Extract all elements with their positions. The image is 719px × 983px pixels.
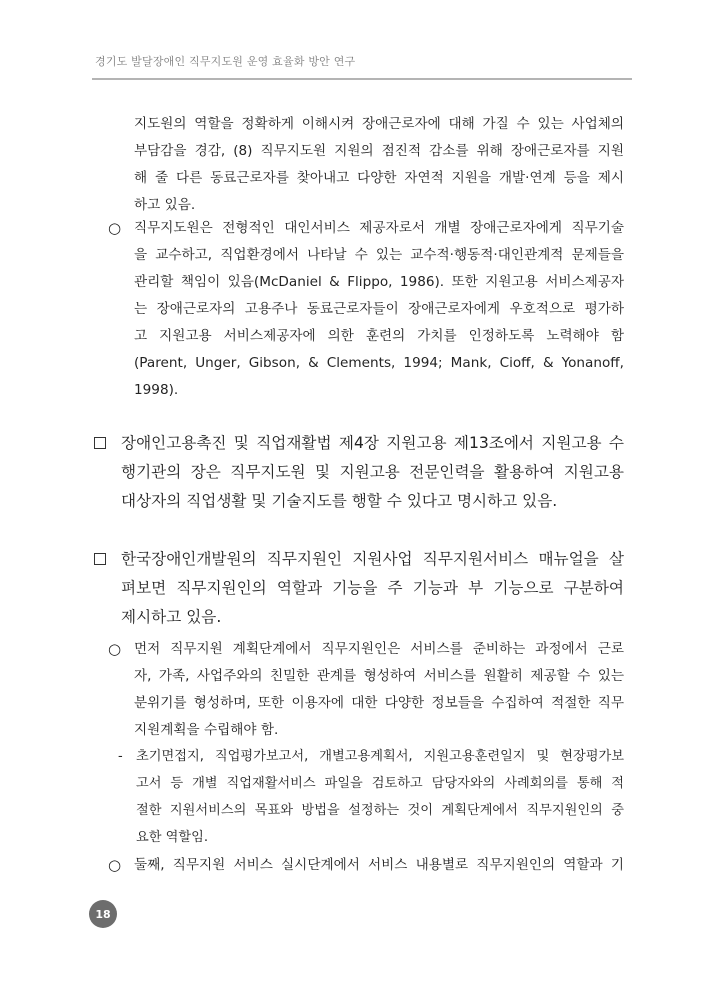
text-line: 하고 있음. [134,197,196,213]
text-line: 부담감을 경감, (8) 직무지도원 지원의 점진적 감소를 위해 장애근로자를 지원 [134,143,624,159]
text-line: 절한 지원서비스의 목표와 방법을 설정하는 것이 계획단계에서 직무지원인의 중 [136,803,624,818]
running-header: 경기도 발달장애인 직무지도원 운영 효율화 방안 연구 [95,55,356,68]
text-line: 먼저 직무지원 계획단계에서 직무지원인은 서비스를 준비하는 과정에서 근로 [134,641,624,657]
text-line: 초기면접지, 직업평가보고서, 개별고용계획서, 지원고용훈련일지 및 현장평가보 [136,749,624,764]
text-line: 요한 역할임. [136,830,209,845]
text-line: 지원계획을 수립해야 함. [134,722,279,738]
text-line: 제시하고 있음. [121,608,222,626]
page-number-badge: 18 [89,900,117,928]
header-divider [92,78,632,80]
square-bullet-icon [94,437,106,449]
text-line: 직무지도원은 전형적인 대인서비스 제공자로서 개별 장애근로자에게 직무기술 [134,220,624,236]
text-line: 관리할 책임이 있음(McDaniel & Flippo, 1986). 또한 지원고용 서비스제공자 [134,274,624,290]
text-line: 둘째, 직무지원 서비스 실시단계에서 서비스 내용별로 직무지원인의 역할과 기 [134,857,624,873]
circle-bullet-icon: ○ [108,856,122,874]
text-line: 한국장애인개발원의 직무지원인 지원사업 직무지원서비스 매뉴얼을 살 [121,550,624,568]
text-line: 는 장애근로자의 고용주나 동료근로자들이 장애근로자에게 우호적으로 평가하 [134,301,624,317]
text-line: 고서 등 개별 직업재활서비스 파일을 검토하고 담당자와의 사례회의를 통해 적 [136,776,624,791]
text-line: 해 줄 다른 동료근로자를 찾아내고 다양한 자연적 지원을 개발·연계 등을 제시 [134,170,624,186]
text-line: 행기관의 장은 직무지도원 및 지원고용 전문인력을 활용하여 지원고용 [121,463,624,481]
circle-bullet-icon: ○ [108,640,122,658]
circle-bullet-icon: ○ [108,219,122,237]
text-line: (Parent, Unger, Gibson, & Clements, 1994; Mank, Cioff, & Yonanoff, [134,355,624,371]
square-bullet-icon [94,553,106,565]
text-line: 장애인고용촉진 및 직업재활법 제4장 지원고용 제13조에서 지원고용 수 [121,434,624,452]
text-line: 고 지원고용 서비스제공자에 의한 훈련의 가치를 인정하도록 노력해야 함 [134,328,624,344]
text-line: 펴보면 직무지원인의 역할과 기능을 주 기능과 부 기능으로 구분하여 [121,579,624,597]
text-line: 을 교수하고, 직업환경에서 나타날 수 있는 교수적·행동적·대인관계적 문제들을 [134,247,624,263]
text-line: 지도원의 역할을 정확하게 이해시켜 장애근로자에 대해 가질 수 있는 사업체의 [134,116,624,132]
text-line: 분위기를 형성하며, 또한 이용자에 대한 다양한 정보들을 수집하여 적절한 직무 [134,695,624,711]
dash-bullet-icon: - [118,749,123,764]
text-line: 대상자의 직업생활 및 기술지도를 행할 수 있다고 명시하고 있음. [121,492,558,510]
text-line: 자, 가족, 사업주와의 친밀한 관계를 형성하여 서비스를 원활히 제공할 수 있는 [134,668,624,684]
text-line: 1998). [134,382,179,398]
